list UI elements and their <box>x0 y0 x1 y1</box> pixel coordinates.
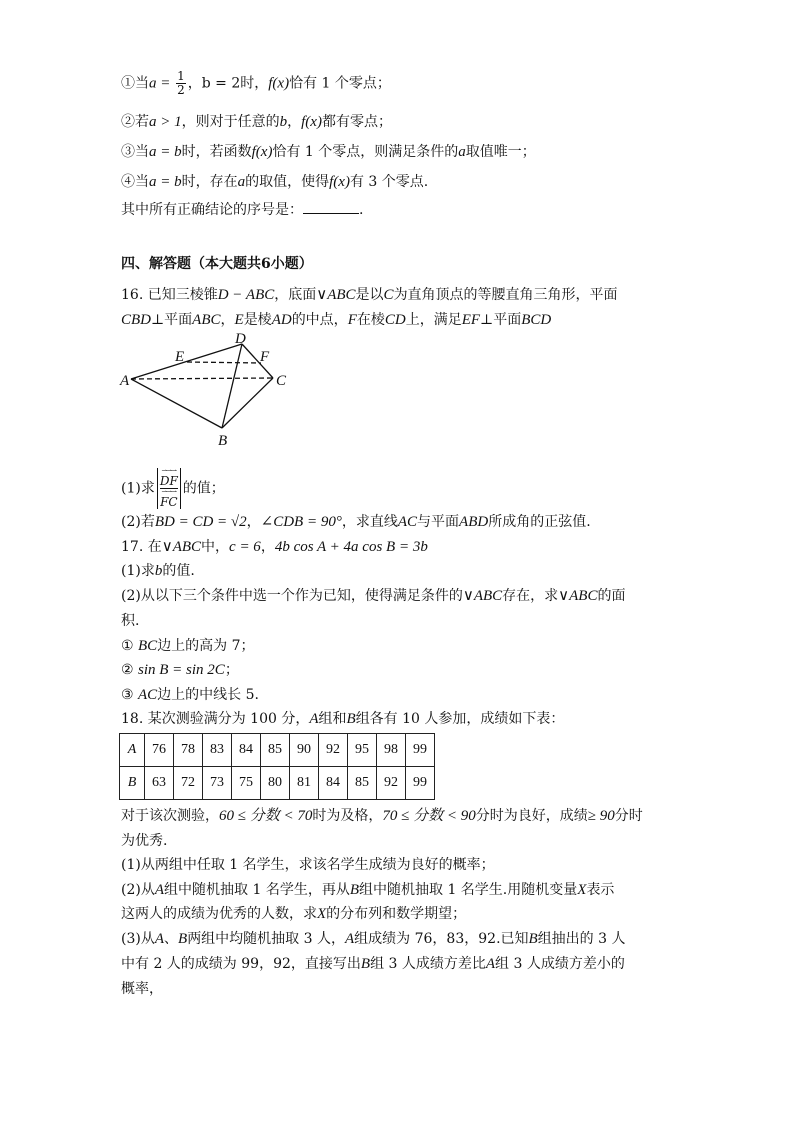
math: ∨ABC <box>462 588 503 604</box>
math: ≥ 90 <box>587 808 615 824</box>
q17-part-2 <box>121 586 625 606</box>
table-cell: 83 <box>203 734 232 767</box>
math: a = b <box>149 144 182 160</box>
text: ，则对于任意的 <box>181 114 280 130</box>
label-C: C <box>276 373 287 389</box>
math: AC <box>397 514 418 530</box>
label-A: A <box>120 373 130 389</box>
text: ③ <box>121 687 139 703</box>
text: 表示 <box>586 882 615 898</box>
text: 时，若函数 <box>181 144 252 160</box>
text: 18. 某次测验满分为 100 分， <box>121 711 310 727</box>
fraction-one-half <box>176 70 186 97</box>
table-row <box>120 767 435 800</box>
math: F <box>347 312 357 328</box>
text: (2)若 <box>121 514 155 530</box>
text: ②若 <box>121 114 149 130</box>
text: (1)求 <box>121 563 155 579</box>
vector-ratio-abs <box>157 468 181 509</box>
table-cell: 81 <box>290 767 319 800</box>
text: 组各有 10 人参加，成绩如下表： <box>355 711 565 727</box>
text: 中， <box>201 539 230 555</box>
math: 4b cos A + 4a cos B = 3b <box>274 539 428 555</box>
table-cell: 78 <box>174 734 203 767</box>
text: 中有 2 人的成绩为 99，92，直接写出 <box>121 956 361 972</box>
math: 70 ≤ 分数 < 90 <box>382 808 476 824</box>
table-cell-group: B <box>120 767 145 800</box>
table-cell: 73 <box>203 767 232 800</box>
edge-AB <box>131 379 222 428</box>
text: 的面 <box>597 588 626 604</box>
q16-line-2 <box>121 310 551 330</box>
table-cell: 72 <box>174 767 203 800</box>
text: 分时为良好，成绩 <box>475 808 588 824</box>
numerator: 1 <box>177 69 185 83</box>
text: (1)求 <box>121 480 155 497</box>
text: 是以 <box>355 287 384 303</box>
table-row <box>120 734 435 767</box>
math: A <box>485 956 496 972</box>
table-cell: 99 <box>406 734 435 767</box>
q16-line-1 <box>121 285 618 305</box>
math: B <box>360 956 371 972</box>
edge-AC-hidden <box>131 378 273 379</box>
answer-blank[interactable] <box>303 199 359 214</box>
q18-part-3-cont <box>121 954 625 974</box>
text: . <box>359 202 364 218</box>
text: 都有零点； <box>321 114 392 130</box>
math: B <box>178 931 188 947</box>
text: 组 3 人成绩方差小的 <box>495 956 625 972</box>
math: a <box>458 144 466 160</box>
text: 是棱 <box>243 312 272 328</box>
text: ， <box>220 312 235 328</box>
text: 分时 <box>614 808 643 824</box>
text: 恰有 1 个零点，则满足条件的 <box>272 144 459 160</box>
statement-1 <box>121 70 391 97</box>
table-cell: 84 <box>232 734 261 767</box>
segment-EF <box>187 362 261 363</box>
text: 的值； <box>182 480 225 497</box>
q18-part-2 <box>121 880 614 900</box>
math: a > 1 <box>149 114 182 130</box>
q17-line-1 <box>121 537 428 557</box>
q18-part-3-end: 概率， <box>121 981 163 997</box>
text: 边上的高为 7； <box>157 638 255 654</box>
tetrahedron-figure <box>115 330 305 450</box>
text: 这两人的成绩为优秀的人数，求 <box>121 906 317 922</box>
label-D: D <box>235 331 246 347</box>
math: C <box>383 287 394 303</box>
math: ∠CDB = 90° <box>260 514 342 530</box>
denominator: FC <box>160 495 178 509</box>
text: 为直角顶点的等腰直角三角形，平面 <box>393 287 618 303</box>
text: 边上的中线长 5. <box>157 687 259 703</box>
text: 16. 已知三棱锥 <box>121 287 218 303</box>
table-cell: 85 <box>348 767 377 800</box>
table-cell: 85 <box>261 734 290 767</box>
vector-arrow: ⇀⇀⇀ <box>161 467 177 475</box>
math: CBD <box>121 312 151 328</box>
table-cell: 90 <box>290 734 319 767</box>
text: 组成绩为 76，83，92.已知 <box>354 931 529 947</box>
table-cell-group: A <box>120 734 145 767</box>
q18-part-2-cont <box>121 904 466 924</box>
math: D − ABC <box>217 287 275 303</box>
math: X <box>577 882 587 898</box>
math: X <box>317 906 327 922</box>
edge-DB <box>222 344 242 428</box>
text: ①当 <box>121 75 149 92</box>
numerator: DF <box>159 474 178 488</box>
edge-CB <box>222 378 273 428</box>
math: a = b <box>149 174 182 190</box>
table-cell: 95 <box>348 734 377 767</box>
math: f(x) <box>329 174 350 190</box>
math: A <box>154 882 165 898</box>
text: 的取值，使得 <box>245 174 330 190</box>
edge-AD <box>131 344 242 379</box>
math: 60 ≤ 分数 < 70 <box>219 808 313 824</box>
math: f(x) <box>301 114 322 130</box>
math: B <box>349 882 359 898</box>
text: ； <box>224 662 239 678</box>
text: 与平面 <box>417 514 460 530</box>
math: b <box>279 114 288 130</box>
text: (2)从 <box>121 882 155 898</box>
math: ABD <box>459 514 489 530</box>
math: A <box>345 931 355 947</box>
q16-part-2 <box>121 512 591 532</box>
math: f(x) <box>251 144 273 160</box>
text: 恰有 1 个零点； <box>289 75 391 92</box>
denominator: 2 <box>177 83 185 97</box>
table-cell: 98 <box>377 734 406 767</box>
q18-grading-rule-cont: 为优秀. <box>121 833 168 849</box>
text: 时，存在 <box>181 174 238 190</box>
text: ， <box>287 114 302 130</box>
q17-condition-1 <box>121 636 255 656</box>
math: f(x) <box>268 75 290 92</box>
table-cell: 80 <box>261 767 290 800</box>
text: 组和 <box>318 711 347 727</box>
math: sin B = sin 2C <box>138 662 225 678</box>
text: 组 3 人成绩方差比 <box>370 956 486 972</box>
table-cell: 99 <box>406 767 435 800</box>
math: CD <box>384 312 406 328</box>
text: 取值唯一； <box>465 144 536 160</box>
statement-3 <box>121 142 536 162</box>
text: ， <box>246 514 261 530</box>
text: ⊥平面 <box>480 312 522 328</box>
answer-prompt <box>121 199 363 220</box>
math: a <box>149 75 157 92</box>
table-cell: 63 <box>145 767 174 800</box>
label-B: B <box>218 433 228 449</box>
statement-2 <box>121 112 392 132</box>
math: AC <box>138 687 158 703</box>
text: 有 3 个零点. <box>349 174 429 190</box>
math: E <box>234 312 244 328</box>
text: ，底面 <box>274 287 317 303</box>
math: B <box>346 711 356 727</box>
text: (2)从以下三个条件中选一个作为已知，使得满足条件的 <box>121 588 463 604</box>
math: ∨ABC <box>558 588 598 604</box>
q17-condition-2 <box>121 660 239 680</box>
table-cell: 92 <box>377 767 406 800</box>
math: BCD <box>521 312 552 328</box>
math: c = 6 <box>229 539 261 555</box>
math: EF <box>461 312 481 328</box>
text: ④当 <box>121 174 149 190</box>
table-cell: 76 <box>145 734 174 767</box>
table-cell: 75 <box>232 767 261 800</box>
label-F: F <box>260 349 270 365</box>
text: ② <box>121 662 139 678</box>
text: ，求直线 <box>341 514 398 530</box>
text: 其中所有正确结论的序号是： <box>121 202 303 218</box>
q16-part-1 <box>121 468 225 509</box>
math: A <box>309 711 319 727</box>
text: 对于该次测验， <box>121 808 219 824</box>
math: A <box>154 931 165 947</box>
math: AD <box>271 312 292 328</box>
math: ∨ABC <box>316 287 356 303</box>
text: 组中随机抽取 1 名学生，再从 <box>164 882 350 898</box>
q17-part-2-cont: 积. <box>121 613 140 629</box>
table-cell: 84 <box>319 767 348 800</box>
text: (3)从 <box>121 931 155 947</box>
q17-condition-3 <box>121 685 259 705</box>
text: ， <box>260 539 275 555</box>
q18-grading-rule <box>121 806 643 826</box>
text: 组中随机抽取 1 名学生.用随机变量 <box>359 882 578 898</box>
table-cell: 92 <box>319 734 348 767</box>
text: 两组中均随机抽取 3 人， <box>187 931 345 947</box>
text: 上，满足 <box>405 312 462 328</box>
text: ③当 <box>121 144 149 160</box>
score-table <box>119 733 435 800</box>
text: 在棱 <box>356 312 385 328</box>
text: 17. 在 <box>121 539 162 555</box>
math: a <box>237 174 246 190</box>
text: 组抽出的 3 人 <box>537 931 626 947</box>
text: ⊥平面 <box>151 312 193 328</box>
math: B <box>528 931 538 947</box>
vector-arrow: ⇀⇀⇀ <box>161 488 177 496</box>
math: ∨ABC <box>161 539 202 555</box>
q18-line-1 <box>121 709 564 729</box>
q18-part-1: (1)从两组中任取 1 名学生，求该名学生成绩为良好的概率； <box>121 857 495 873</box>
statement-4 <box>121 172 428 192</box>
text: 时为及格， <box>312 808 383 824</box>
math: BC <box>138 638 158 654</box>
q18-part-3 <box>121 929 626 949</box>
q17-part-1 <box>121 561 195 581</box>
text: 、 <box>164 931 179 947</box>
text: 存在，求 <box>502 588 559 604</box>
text: ① <box>121 638 139 654</box>
text: 的中点， <box>291 312 348 328</box>
math: ABC <box>192 312 221 328</box>
text: ，b = 2时， <box>187 75 269 92</box>
text: 的分布列和数学期望； <box>326 906 467 922</box>
math: = <box>156 75 175 92</box>
label-E: E <box>175 349 185 365</box>
math: b <box>154 563 163 579</box>
math: BD = CD = √2 <box>154 514 247 530</box>
text: 所成角的正弦值. <box>488 514 591 530</box>
text: 的值. <box>162 563 195 579</box>
section-title: 四、解答题（本大题共6小题） <box>121 256 313 272</box>
